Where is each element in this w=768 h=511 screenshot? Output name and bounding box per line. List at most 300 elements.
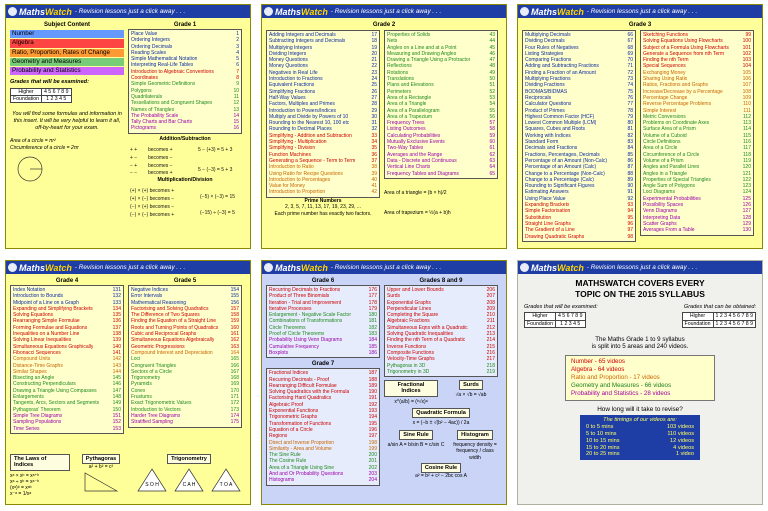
topic-number: 91	[627, 189, 633, 196]
topic-number: 208	[486, 299, 495, 306]
topic-title: Congruent Triangles	[131, 362, 177, 369]
topic-number: 22	[371, 63, 377, 70]
svg-text:+ +: + +	[130, 147, 138, 154]
topic-title: Sketching Functions	[643, 32, 689, 38]
topic-title: Reciprocals	[525, 94, 552, 101]
topic-title: Iteration - Trial and Improvement	[269, 299, 342, 306]
topic-number: 111	[743, 107, 751, 114]
area-trapezium-formula: Area of trapezium = ½(a + b)h	[384, 210, 451, 217]
topic-number: 3	[236, 43, 239, 50]
topic-title: Percentage of an Amount (Calc)	[525, 164, 597, 171]
topic-title: Using Place Value	[525, 195, 566, 202]
topic-title: Solving Quadratics with the Formula	[269, 389, 350, 396]
topic-number: 7	[236, 68, 239, 75]
timing-count: 12 videos	[670, 437, 694, 444]
topic-title: Averages From a Table	[643, 227, 695, 234]
topic-title: Iterative Processes	[269, 305, 312, 312]
topic-number: 195	[368, 420, 377, 427]
topic-number: 15	[233, 119, 239, 126]
topic-title: Generate a Sequence from nth Term	[643, 50, 725, 57]
topic-number: 82	[627, 132, 633, 139]
topic-title: Recurring Decimals to Fractions	[269, 287, 341, 293]
topic-number: 125	[742, 195, 751, 202]
topic-title: Frequency Trees	[387, 120, 425, 127]
topic-title: Two-Way Tables	[387, 145, 424, 152]
topic-number: 162	[230, 337, 239, 344]
mult-div-title: Multiplication/Division	[157, 177, 213, 184]
topic-title: Introduction to Fractions	[269, 76, 323, 83]
topic-title: Introduction to Ratio	[269, 164, 314, 171]
topic-number: 70	[627, 57, 633, 64]
svg-text:− +: − +	[130, 163, 138, 170]
topic-title: Using Ratio for Recipe Questions	[269, 170, 343, 177]
grade6-title: Grade 6	[311, 278, 335, 284]
topic-title: Polygons	[131, 87, 152, 94]
topic-number: 36	[371, 151, 377, 158]
topic-number: 67	[627, 38, 633, 45]
topic-number: 87	[627, 164, 633, 171]
topic-number: 108	[742, 88, 751, 95]
topic-title: Ordering Integers	[131, 37, 170, 44]
topic-number: 128	[742, 214, 751, 221]
topic-title: Similarity - Area and Volume	[269, 445, 332, 452]
tagline: - Revision lessons just a click away . . .	[74, 8, 186, 15]
topic-number: 181	[368, 318, 377, 325]
topic-title: Product of Three Binomials	[269, 293, 330, 300]
indices-title: The Laws of Indices	[10, 454, 70, 471]
topic-number: 160	[230, 324, 239, 331]
topic-title: Direct and Inverse Proportion	[269, 439, 335, 446]
topic-number: 209	[486, 305, 495, 312]
histogram-title: Histogram	[457, 430, 493, 440]
topic-number: 57	[489, 120, 495, 127]
topic-number: 153	[112, 425, 121, 432]
topic-title: Rearranging Difficult Formulae	[269, 382, 337, 389]
topic-title: Time Series	[13, 425, 40, 432]
topic-title: Mathematical Reasoning	[131, 299, 187, 306]
topic-number: 30	[371, 113, 377, 120]
area-item: Number - 65 videos	[571, 358, 625, 366]
topic-number: 215	[486, 343, 495, 350]
topic-number: 78	[627, 107, 633, 114]
topic-title: Area of a Triangle Using Sine	[269, 464, 335, 471]
topic-number: 97	[627, 227, 633, 234]
topic-number: 123	[742, 183, 751, 190]
topic-title: Sampling Populations	[13, 419, 62, 426]
mathswatch-logo-icon	[8, 7, 17, 16]
mathswatch-logo-icon	[520, 263, 529, 272]
brand: MathsWatch	[275, 262, 328, 273]
topic-title: Expanding and Simplifying Brackets	[13, 305, 93, 312]
card-summary	[517, 260, 763, 505]
topic-number: 75	[627, 88, 633, 95]
topic-number: 37	[371, 157, 377, 164]
topic-number: 73	[627, 76, 633, 83]
subject-item: Algebra	[10, 39, 124, 47]
topic-title: Listing Outcomes	[387, 126, 426, 133]
topic-number: 13	[233, 106, 239, 113]
topic-number: 51	[489, 82, 495, 89]
topic-title: Money Questions	[269, 57, 308, 64]
topic-title: Trigonometric Graphs	[269, 414, 318, 421]
foundation-label: Foundation	[525, 320, 556, 327]
topic-number: 147	[112, 387, 121, 394]
grade3-title: Grade 3	[628, 22, 652, 28]
card-grade1	[5, 4, 251, 249]
topic-number: 110	[743, 101, 751, 108]
topic-number: 141	[112, 349, 121, 356]
topic-number: 164	[230, 349, 239, 356]
grade4-title: Grade 4	[55, 278, 79, 284]
topic-number: 85	[627, 151, 633, 158]
topic-title: The Probability Scale	[131, 112, 179, 119]
topic-title: Perpendicular Lines	[387, 305, 432, 312]
topic-title: Enlargements	[13, 394, 44, 401]
topic-title: Circumference of a Circle	[643, 151, 700, 158]
topic-number: 52	[489, 88, 495, 95]
topic-number: 71	[627, 63, 633, 70]
topic-number: 106	[742, 76, 751, 83]
topic-number: 84	[627, 145, 633, 152]
timing-row	[586, 424, 694, 431]
topic-title: Loci	[131, 356, 141, 363]
topic-title: Finding a Fraction of an Amount	[525, 69, 596, 76]
histogram-formula: frequency density = frequency / class width	[453, 441, 497, 461]
topic-number: 81	[627, 126, 633, 133]
topic-number: 115	[743, 132, 751, 139]
topic-number: 72	[627, 69, 633, 76]
topic-title: Inequalities on a Number Line	[13, 331, 80, 338]
topic-title: Cumulative Frequency	[269, 343, 320, 350]
topic-number: 9	[236, 81, 239, 88]
topic-title: Simultaneous Eqns with a Quadratic	[387, 324, 468, 331]
topic-number: 101	[742, 44, 751, 51]
mathswatch-logo-icon	[8, 263, 17, 272]
topic-number: 90	[627, 183, 633, 190]
topic-title: Equivalent Fractions	[269, 82, 315, 89]
topic-title: Possibility Spaces	[643, 202, 684, 209]
pythagoras-formula: a² + b² = c²	[88, 464, 114, 471]
topic-title: Trigonometry	[131, 375, 161, 382]
topic-title: Circle Definitions	[643, 139, 681, 146]
topic-title: Compound Interest and Depreciation	[131, 349, 213, 356]
topic-number: 155	[230, 293, 239, 300]
topic-item	[269, 350, 377, 356]
sine-rule-title: Sine Rule	[399, 430, 433, 440]
topic-title: Substitution	[525, 214, 552, 221]
topic-number: 180	[368, 312, 377, 319]
topic-title: Function Machines	[269, 151, 311, 158]
topic-number: 156	[230, 299, 239, 306]
svg-text:(−) × (+) becomes −: (−) × (+) becomes −	[130, 203, 175, 210]
topic-title: Stratified Sampling	[131, 419, 173, 426]
topic-title: Coordinates	[131, 75, 158, 82]
topic-number: 99	[745, 32, 751, 38]
topic-title: Pythagoras in 3D	[387, 362, 426, 369]
topic-number: 137	[112, 324, 121, 331]
topic-number: 63	[489, 157, 495, 164]
topic-number: 194	[368, 414, 377, 421]
topic-item	[131, 419, 239, 425]
topic-number: 120	[742, 164, 751, 171]
topic-number: 206	[486, 287, 495, 293]
mathswatch-logo-icon	[520, 7, 529, 16]
topic-title: Compound Units	[13, 356, 51, 363]
topic-title: Reverse Percentage Problems	[643, 101, 712, 108]
topic-title: Composite Functions	[387, 349, 434, 356]
quadratic-formula-title: Quadratic Formula	[412, 408, 470, 418]
topic-title: Simultaneous Equations Graphically	[13, 343, 94, 350]
topic-title: Subtracting Integers and Decimals	[269, 38, 346, 45]
topic-title: Introduction to Vectors	[131, 406, 181, 413]
topic-title: Translations	[387, 76, 415, 83]
topic-number: 161	[230, 331, 239, 338]
topic-number: 172	[230, 400, 239, 407]
topic-title: Dividing Integers	[269, 50, 307, 57]
topic-number: 58	[489, 126, 495, 133]
topic-number: 46	[489, 50, 495, 57]
topic-number: 88	[627, 170, 633, 177]
grade5-title: Grade 5	[173, 278, 197, 284]
topic-number: 136	[112, 318, 121, 325]
topic-number: 53	[489, 94, 495, 101]
topic-title: Rearranging Simple Formulae	[13, 318, 80, 325]
index-law: xᵃ ÷ xᵇ = xᵃ⁻ᵇ	[10, 478, 39, 485]
area-item: Geometry and Measures - 66 videos	[571, 382, 672, 390]
circle-diagram	[10, 154, 50, 184]
topic-number: 212	[486, 324, 495, 331]
topic-number: 122	[742, 176, 751, 183]
topic-number: 116	[743, 139, 751, 146]
obtained-higher-grades: 1 2 3 4 5 6 7 8 9	[713, 313, 756, 320]
obtained-label: Grades that can be obtained:	[683, 304, 756, 310]
higher-label: Higher	[525, 313, 556, 320]
topic-number: 39	[371, 170, 377, 177]
area-item: Ratio and Proportion - 17 videos	[571, 374, 660, 382]
topic-number: 2	[236, 37, 239, 44]
card-header	[262, 5, 506, 18]
topic-number: 192	[368, 401, 377, 408]
topic-title: The Sine Rule	[269, 452, 301, 459]
grade7-title: Grade 7	[311, 361, 335, 368]
topic-number: 10	[233, 87, 239, 94]
topic-title: Averages and the Range	[387, 151, 443, 158]
topic-title: Index Notation	[13, 287, 46, 293]
card-grade6-9: MathsWatch - Revision lessons just a click away . . . Grade 6 Recurring Decimals to Fractions 176 Product of Three Binomials 177 Iteration - Trial and Improvement 178 Iterative Processes 179 Enlargement - Negative Scale Factor 180 Combinations of Transformations 181 Circle Theorems 182 Proof of Circle Theorems 183 Probability Using Venn Diagrams 184 Cumulative Frequency 185 Boxplots 186 Grade 7 Fractional Indices 187 Recurring Decimals - Proof 188 Rearranging Difficult Formulae 189 Solving Quadratics with the Formula 190 Factorising Hard Quadratics 191 Algebraic Proof 192 Exponential Functions 193 Trigonometric Graphs 194 Transformation of Functions 195 Equation of a Circle 196 Regions 197 Direct and Inverse Proportion 198 Similarity - Area and Volume 199 The Sine Rule 200 The Cosine Rule 201 Area of a Triangle Using Sine 202 And and Or Probability Questions 203 Histograms 204 Grades 8 and 9 Upper and Lower Bounds 206 Surds 207 Exponential Graphs 208 Perpendicular Lines 209 Completing the Square 210 Algebraic Fractions 211 Simultaneous Eqns with a Quadratic 212 Solving Quadratic Inequalities 213 Finding the nth Term of a Quadratic 214 Inverse Functions 215 Composite Functions 216 Velocity-Time Graphs 217 Pythagoras in 3D 218 Trigonometry in 3D 219 Fractional Indices x^(a/b) = (ᵇ√x)ᵃ Surds √a × √b = √ab Quadratic Formula x = (−b ± √(b² − 4ac)) / 2a Sine Rule a/sin A = b/sin B = c/sin C Histogram frequency density = frequency / class width Cosine Rule a² = b² + c² − 2bc cos A	[261, 260, 507, 505]
brand: MathsWatch	[275, 6, 328, 17]
topic-title: Introduction to Algebraic Conventions	[131, 68, 214, 75]
timing-row	[586, 431, 694, 438]
topic-title: Tally Charts and Bar Charts	[131, 119, 193, 126]
trig-title: Trigonometry	[167, 454, 211, 464]
topic-title: Highest Common Factor (HCF)	[525, 113, 595, 120]
topic-title: Perimeters	[387, 88, 412, 95]
topic-title: Negatives in Real Life	[269, 69, 318, 76]
topic-title: Calculator Questions	[525, 101, 572, 108]
examined-foundation-grades: 1 2 3 4 5	[555, 320, 585, 327]
topic-title: Area of a Trapezium	[387, 113, 433, 120]
timing-range: 5 to 10 mins	[586, 430, 617, 437]
topic-number: 41	[371, 183, 377, 190]
foundation-grades: 1 2 3 4 5	[41, 96, 71, 103]
mult-div-diagram	[128, 184, 242, 218]
topic-title: Dividing Fractions	[525, 82, 565, 89]
topic-number: 35	[371, 145, 377, 152]
topic-number: 210	[486, 312, 495, 319]
topic-title: Constructing Perpendiculars	[13, 381, 76, 388]
topic-number: 199	[368, 445, 377, 452]
topic-number: 171	[230, 394, 239, 401]
topic-title: Simple Geometric Definitions	[131, 81, 196, 88]
topic-title: Angles in a Triangle	[643, 170, 687, 177]
topic-number: 151	[112, 412, 121, 419]
topic-title: Completing the Square	[387, 312, 439, 319]
cah-triangle	[174, 468, 204, 492]
grades-title: Grades that will be examined:	[10, 79, 89, 86]
topic-title: Rounding to Significant Figures	[525, 183, 595, 190]
svg-text:− −: − −	[130, 170, 138, 175]
topic-number: 211	[487, 318, 495, 325]
topic-number: 143	[112, 362, 121, 369]
topic-number: 25	[371, 82, 377, 89]
fractional-indices-title: Fractional Indices	[384, 380, 438, 397]
card-header	[518, 5, 762, 18]
topic-number: 186	[368, 349, 377, 356]
topic-number: 98	[627, 233, 633, 240]
topic-title: Roots and Turning Points of Quadratics	[131, 324, 219, 331]
topic-title: Interpreting Data	[643, 214, 681, 221]
area-circle-formula: Area of a circle = πr²	[10, 138, 56, 145]
topic-number: 166	[230, 362, 239, 369]
svg-text:5 − (−3) = 5 + 3: 5 − (−3) = 5 + 3	[198, 167, 233, 174]
topic-title: Value for Money	[269, 183, 306, 190]
topic-number: 45	[489, 44, 495, 51]
foundation-label: Foundation	[11, 96, 42, 103]
topic-title: Problems on Coordinate Axes	[643, 120, 710, 127]
topic-title: Reflections	[387, 63, 412, 70]
topic-title: Loci Diagrams	[643, 189, 675, 196]
topic-title: Cubic and Reciprocal Graphs	[131, 331, 197, 338]
topic-number: 29	[371, 107, 377, 114]
grade1-title: Grade 1	[173, 22, 197, 28]
brand: MathsWatch	[19, 262, 72, 273]
topic-title: Similar Shapes	[13, 368, 47, 375]
topic-title: Experimental Probabilities	[643, 195, 701, 202]
higher-label: Higher	[682, 313, 713, 320]
topic-number: 134	[112, 305, 121, 312]
topic-title: Rounding to Decimal Places	[269, 126, 332, 133]
topic-number: 207	[486, 293, 495, 300]
topic-title: Rotations	[387, 69, 409, 76]
tagline: - Revision lessons just a click away . . .	[330, 264, 442, 271]
topic-number: 202	[368, 464, 377, 471]
topic-number: 12	[233, 100, 239, 107]
topic-title: Multiplying Fractions	[525, 76, 571, 83]
headline-line1: MATHSWATCH COVERS EVERY	[575, 278, 705, 288]
topic-number: 23	[371, 69, 377, 76]
topic-title: Error Intervals	[131, 293, 163, 300]
topic-title: Angle Sum of Polygons	[643, 183, 695, 190]
topic-title: Comparing Fractions	[525, 57, 572, 64]
examined-higher-grades: 4 5 6 7 8 9	[555, 313, 585, 320]
topic-title: Solving Equations Using Flowcharts	[643, 38, 723, 45]
topic-title: Introduction to Powers/Indices	[269, 107, 336, 114]
topic-title: Increase/Decrease by a Percentage	[643, 88, 723, 95]
topic-title: The Gradient of a Line	[525, 227, 575, 234]
topic-number: 20	[371, 50, 377, 57]
topic-number: 14	[233, 112, 239, 119]
topic-number: 129	[742, 220, 751, 227]
topic-title: Listing Strategies	[525, 50, 564, 57]
topic-number: 27	[371, 94, 377, 101]
topic-number: 100	[742, 38, 751, 45]
topic-title: Volume of a Prism	[643, 157, 684, 164]
topic-number: 60	[489, 139, 495, 146]
topic-title: Upper and Lower Bounds	[387, 287, 444, 293]
primes-title: Prime Numbers	[304, 198, 342, 204]
brand: MathsWatch	[531, 6, 584, 17]
topic-title: Fractions, Percentages, Decimals	[525, 151, 600, 158]
topic-number: 69	[627, 50, 633, 57]
mathswatch-logo-icon	[264, 263, 273, 272]
topic-title: Measuring and Drawing Angles	[387, 50, 457, 57]
area-item: Algebra - 64 videos	[571, 366, 625, 374]
topic-title: Factorising Hard Quadratics	[269, 395, 332, 402]
topic-number: 96	[627, 220, 633, 227]
topic-number: 126	[742, 202, 751, 209]
topic-number: 177	[368, 293, 377, 300]
topic-number: 1	[236, 31, 239, 37]
topic-title: Distance-Time Graphs	[13, 362, 63, 369]
topic-number: 56	[489, 113, 495, 120]
topic-title: Dividing Decimals	[525, 38, 565, 45]
subject-item: Number	[10, 30, 124, 38]
topic-title: BODMAS/BIDMAS	[525, 88, 568, 95]
topic-title: Simplifying - Addition and Subtraction	[269, 132, 352, 139]
topic-title: Enlargement - Negative Scale Factor	[269, 312, 351, 319]
topic-item	[643, 227, 751, 233]
topic-number: 76	[627, 94, 633, 101]
topic-title: Interpreting Real-Life Tables	[131, 62, 194, 69]
topic-title: Reading Scales	[131, 49, 167, 56]
topic-number: 159	[230, 318, 239, 325]
topic-title: Subject of a Formula Using Flowcharts	[643, 44, 729, 51]
topic-title: Squares, Cubes and Roots	[525, 126, 586, 133]
topic-title: Factors, Multiples and Primes	[269, 101, 335, 108]
topic-item	[525, 234, 633, 240]
topic-title: Equation of a Circle	[269, 426, 313, 433]
svg-text:5 − (+3) = 5 + 3: 5 − (+3) = 5 + 3	[198, 147, 233, 154]
topic-number: 144	[112, 368, 121, 375]
topic-title: Probability Using Venn Diagrams	[269, 337, 343, 344]
topic-title: Recurring Decimals - Proof	[269, 376, 330, 383]
timing-count: 4 videos	[673, 444, 694, 451]
topic-item	[131, 125, 239, 131]
topic-title: Simultaneous Equations Algebraically	[131, 337, 215, 344]
topic-title: Multiplying Integers	[269, 44, 313, 51]
topic-title: Nets	[387, 38, 398, 45]
topic-title: Vertical Line Charts	[387, 164, 431, 171]
topic-title: Introduction to Percentages	[269, 176, 331, 183]
timing-count: 110 videos	[667, 430, 694, 437]
topic-title: Simplifying - Multiplication	[269, 139, 327, 146]
svg-text:S O H: S O H	[145, 482, 160, 489]
topic-title: Histograms	[269, 477, 295, 484]
topic-title: Area of a Triangle	[387, 101, 427, 108]
topic-number: 92	[627, 195, 633, 202]
topic-title: Pythagoras' Theorem	[13, 406, 61, 413]
topic-number: 139	[112, 337, 121, 344]
